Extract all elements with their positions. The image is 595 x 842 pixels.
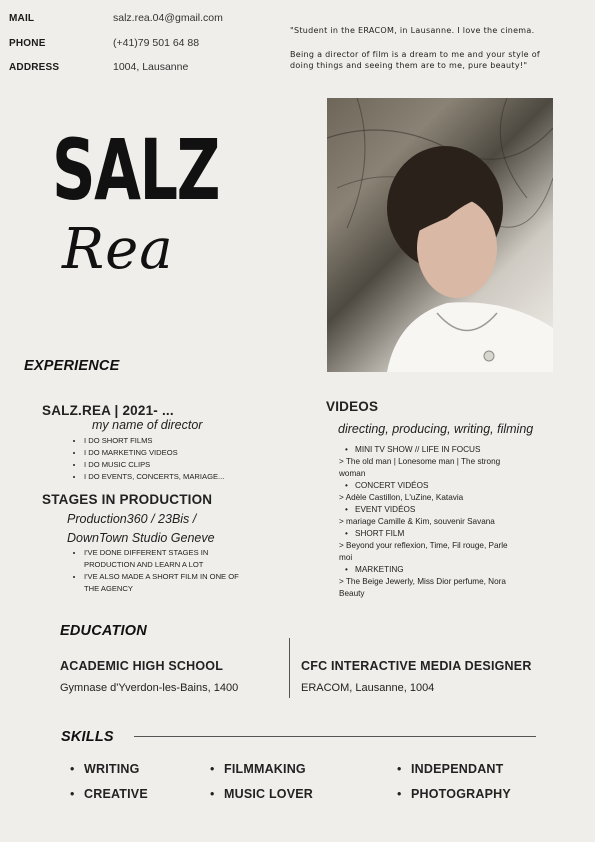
skill-item: • MUSIC LOVER [210, 787, 313, 801]
education-left-heading: ACADEMIC HIGH SCHOOL [60, 659, 224, 673]
education-title: EDUCATION [60, 623, 147, 639]
stages-item-1-line-2: PRODUCTION AND LEARN A LOT [84, 560, 204, 569]
stages-item-2-line-1: I'VE ALSO MADE A SHORT FILM IN ONE OF [84, 572, 239, 581]
education-right-heading: CFC INTERACTIVE MEDIA DESIGNER [301, 659, 532, 673]
intro-quote [290, 25, 585, 72]
skill-item: • INDEPENDANT [397, 762, 503, 776]
name-last: Rea [62, 217, 174, 282]
video-entry: moi [339, 553, 353, 562]
phone-label: PHONE [9, 38, 46, 49]
video-category: • SHORT FILM [339, 528, 569, 540]
video-entry: > Beyond your reflexion, Time, Fil rouge, Parle [339, 541, 508, 550]
list-item: • I DO EVENTS, CONCERTS, MARIAGE... [84, 471, 224, 483]
list-item: • I DO MARKETING VIDEOS [84, 447, 224, 459]
list-item [84, 571, 294, 595]
quote-line-2: Being a director of film is a dream to me and your style of [290, 49, 541, 59]
name-first: SALZ [52, 121, 220, 219]
video-category: • MARKETING [339, 564, 569, 576]
education-left-detail: Gymnase d'Yverdon-les-Bains, 1400 [60, 682, 239, 694]
video-entry: > Adèle Castillon, L'uZine, Katavia [339, 493, 464, 502]
skill-item: • WRITING [70, 762, 140, 776]
stages-subtitle-line-1: Production360 / 23Bis / [67, 512, 197, 526]
stages-item-2-line-2: THE AGENCY [84, 584, 133, 593]
list-item: • I DO MUSIC CLIPS [84, 459, 224, 471]
skill-item: • FILMMAKING [210, 762, 306, 776]
stages-subtitle [67, 510, 215, 548]
stages-heading: STAGES IN PRODUCTION [42, 492, 213, 507]
video-category: • CONCERT VIDÉOS [339, 480, 569, 492]
stages-subtitle-line-2: DownTown Studio Geneve [67, 531, 215, 545]
stages-list [66, 547, 294, 595]
video-entry: Beauty [339, 589, 365, 598]
salz-rea-heading: SALZ.REA | 2021- ... [42, 403, 174, 418]
video-entry: > mariage Camille & Kim, souvenir Savana [339, 517, 495, 526]
videos-list [339, 444, 569, 600]
stages-item-1-line-1: I'VE DONE DIFFERENT STAGES IN [84, 548, 209, 557]
salz-rea-subtitle: my name of director [92, 418, 203, 432]
mail-label: MAIL [9, 13, 35, 24]
videos-heading: VIDEOS [326, 399, 379, 414]
quote-line-3: doing things and seeing them are to me, pure beauty!" [290, 61, 528, 70]
address-label: ADDRESS [9, 62, 60, 73]
skills-title: SKILLS [61, 729, 114, 745]
video-category: • EVENT VIDÉOS [339, 504, 569, 516]
video-entry: woman [339, 469, 366, 478]
portrait-illustration [327, 98, 553, 372]
videos-subtitle: directing, producing, writing, filming [338, 422, 534, 436]
skill-item: • PHOTOGRAPHY [397, 787, 511, 801]
portrait-photo [327, 98, 553, 372]
experience-title: EXPERIENCE [24, 358, 120, 374]
skills-divider [134, 736, 536, 737]
video-entry: > The Beige Jewerly, Miss Dior perfume, Nora [339, 577, 506, 586]
video-category: • MINI TV SHOW // LIFE IN FOCUS [339, 444, 569, 456]
education-divider [289, 638, 290, 698]
phone-value[interactable]: (+41)79 501 64 88 [113, 37, 200, 49]
mail-value[interactable]: salz.rea.04@gmail.com [113, 12, 223, 24]
video-entry: > The old man | Lonesome man | The strong [339, 457, 501, 466]
list-item: • I DO SHORT FILMS [84, 435, 224, 447]
education-right-detail: ERACOM, Lausanne, 1004 [301, 682, 435, 694]
address-value: 1004, Lausanne [113, 61, 189, 73]
salz-rea-list [66, 435, 224, 483]
skill-item: • CREATIVE [70, 787, 148, 801]
quote-line-1: "Student in the ERACOM, in Lausanne. I love the cinema. [290, 26, 535, 35]
list-item [84, 547, 294, 571]
